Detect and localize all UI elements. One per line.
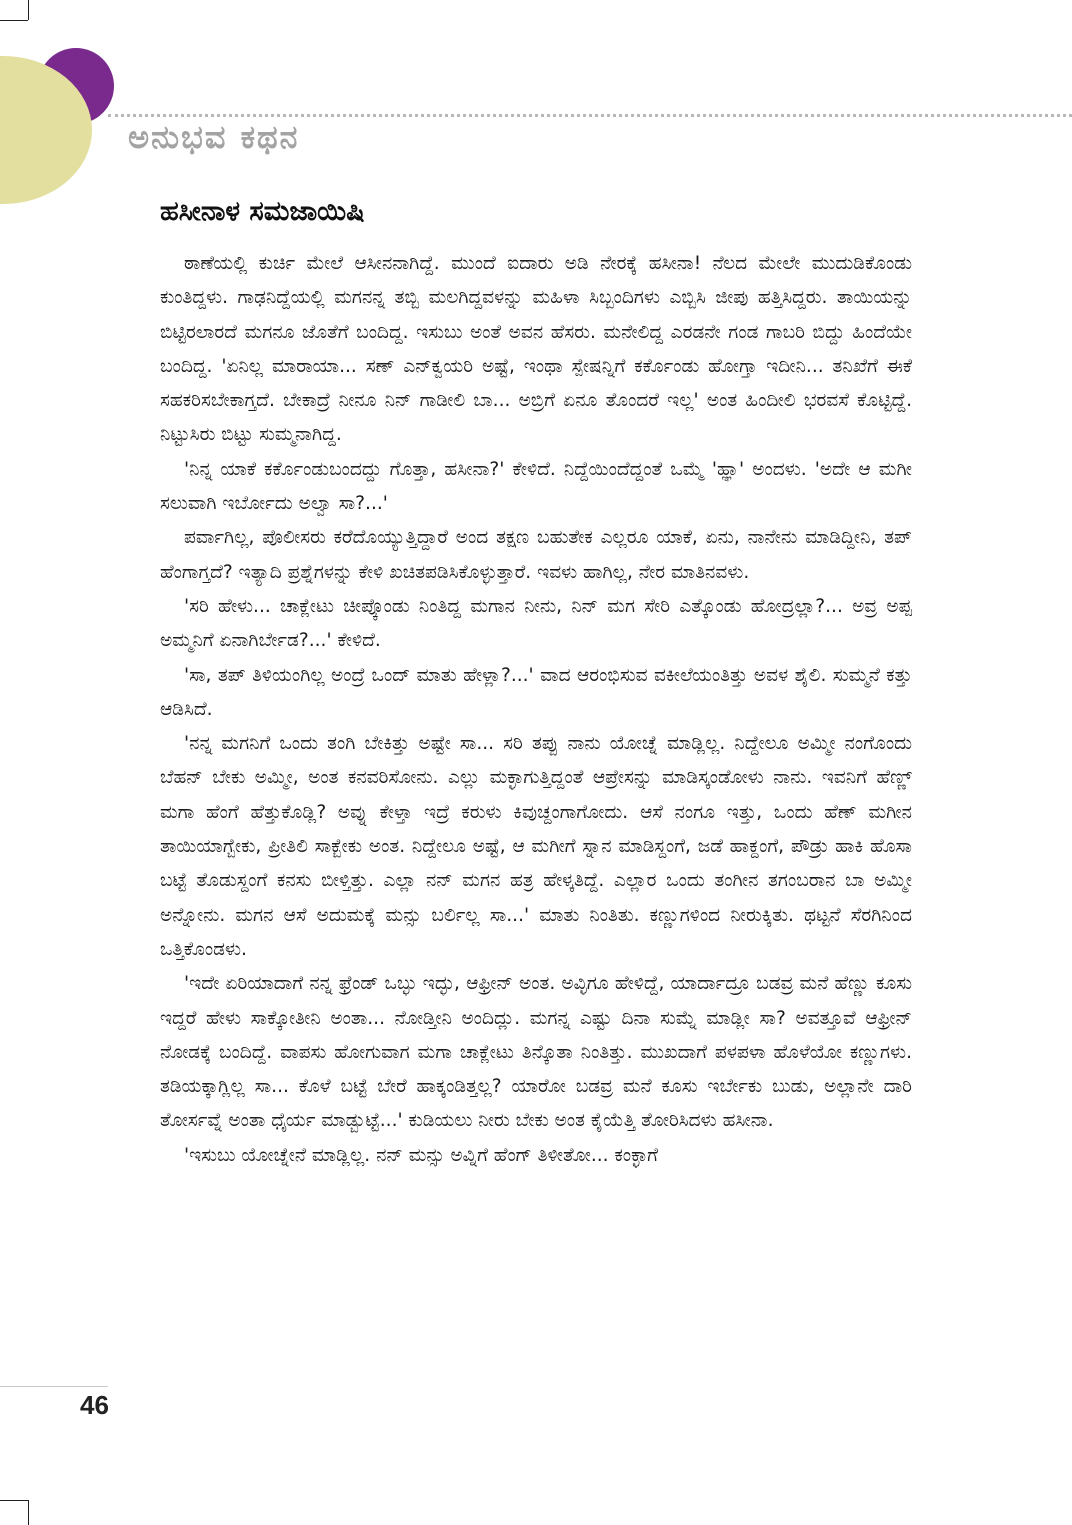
article-body	[160, 247, 912, 1173]
paragraph: 'ಇದೇ ಏರಿಯಾದಾಗೆ ನನ್ನ ಫ್ರೆಂಡ್ ಒಬ್ಳು ಇದ್ಳು, ಆಫ್ರೀನ್ ಅಂತ. ಅವ್ಳಿಗೂ ಹೇಳಿದ್ದೆ, ಯಾರ್ದಾದ್ರೂ ಬಡವ್ರ ಮನೆ ಹೆಣ್ಣು ಕೂಸು ಇದ್ದರೆ ಹೇಳು ಸಾಕ್ಕೋತೀನಿ ಅಂತಾ... ನೋಡ್ತೀನಿ ಅಂದಿದ್ಲು. ಮಗನ್ನ ಎಷ್ಟು ದಿನಾ ಸುಮ್ನೆ ಮಾಡ್ಲೀ ಸಾ? ಅವತ್ತೂವೆ ಆಫ್ರೀನ್ ನೋಡಕ್ಕೆ ಬಂದಿದ್ದೆ. ವಾಪಸು ಹೋಗುವಾಗ ಮಗಾ ಚಾಕ್ಲೇಟು ತಿನ್ಕೊತಾ ನಿಂತಿತ್ತು. ಮುಖದಾಗೆ ಪಳಪಳಾ ಹೊಳೆಯೋ ಕಣ್ಣುಗಳು. ತಡಿಯಕ್ಕಾಗ್ಲಿಲ್ಲ ಸಾ... ಕೊಳೆ ಬಟ್ಟೆ ಬೇರೆ ಹಾಕ್ಕಂಡಿತ್ತಲ್ಲ? ಯಾರೋ ಬಡವ್ರ ಮನೆ ಕೂಸು ಇರ್ಬೇಕು ಬುಡು, ಅಲ್ಲಾನೇ ದಾರಿ ತೋರ್ಸವ್ನೆ ಅಂತಾ ಧೈರ್ಯ ಮಾಡ್ಬುಟ್ಟೆ...' ಕುಡಿಯಲು ನೀರು ಬೇಕು ಅಂತ ಕೈಯೆತ್ತಿ ತೋರಿಸಿದಳು ಹಸೀನಾ.	[160, 973, 912, 1132]
paragraph: ಠಾಣೆಯಲ್ಲಿ ಕುರ್ಚಿ ಮೇಲೆ ಆಸೀನನಾಗಿದ್ದೆ. ಮುಂದೆ ಐದಾರು ಅಡಿ ನೇರಕ್ಕೆ ಹಸೀನಾ! ನೆಲದ ಮೇಲೇ ಮುದುಡಿಕೊಂಡು ಕುಂತಿದ್ದಳು. ಗಾಢನಿದ್ದೆಯಲ್ಲಿ ಮಗನನ್ನ ತಬ್ಬಿ ಮಲಗಿದ್ದವಳನ್ನು ಮಹಿಳಾ ಸಿಬ್ಬಂದಿಗಳು ಎಬ್ಬಿಸಿ ಜೀಪು ಹತ್ತಿಸಿದ್ದರು. ತಾಯಿಯನ್ನು ಬಿಟ್ಟಿರಲಾರದೆ ಮಗನೂ ಜೊತೆಗೆ ಬಂದಿದ್ದ. ಇಸುಬು ಅಂತೆ ಅವನ ಹೆಸರು. ಮನೇಲಿದ್ದ ಎರಡನೇ ಗಂಡ ಗಾಬರಿ ಬಿದ್ದು ಹಿಂದೆಯೇ ಬಂದಿದ್ದ. 'ಏನಿಲ್ಲ ಮಾರಾಯಾ... ಸಣ್ ಎನ್‌ಕ್ವಯರಿ ಅಷ್ಟೆ, ಇಂಥಾ ಸ್ಪೇಷನ್ನಿಗೆ ಕರ್ಕೊಂಡು ಹೋಗ್ತಾ ಇದೀನಿ... ತನಿಖೆಗೆ ಈಕೆ ಸಹಕರಿಸಬೇಕಾಗ್ತದೆ. ಬೇಕಾದ್ರೆ ನೀನೂ ನಿನ್ ಗಾಡೀಲಿ ಬಾ... ಅಬ್ರಿಗೆ ಏನೂ ತೊಂದರೆ ಇಲ್ಲ' ಅಂತ ಹಿಂದೀಲಿ ಭರವಸೆ ಕೊಟ್ಟಿದ್ದೆ. ನಿಟ್ಟುಸಿರು ಬಿಟ್ಟು ಸುಮ್ಮನಾಗಿದ್ದ.	[160, 253, 912, 446]
paragraph: 'ಇಸುಬು ಯೋಚ್ನೇನೆ ಮಾಡ್ಲಿಲ್ಲ. ನನ್ ಮನ್ಸು ಅವ್ನಿಗೆ ಹೆಂಗ್ ತಿಳೀತೋ... ಕಂಕ್ಳಾಗೆ	[184, 1144, 658, 1166]
paragraph: 'ಸಾ, ತಪ್ ತಿಳಿಯಂಗಿಲ್ಲ ಅಂದ್ರೆ ಒಂದ್ ಮಾತು ಹೇಳ್ಲಾ?...' ವಾದ ಆರಂಭಿಸುವ ವಕೀಲೆಯಂತಿತ್ತು ಅವಳ ಶೈಲಿ. ಸುಮ್ಮನೆ ಕತ್ತು ಆಡಿಸಿದೆ.	[160, 664, 912, 720]
article-title: ಹಸೀನಾಳ ಸಮಜಾಯಿಷಿ	[160, 196, 365, 227]
page-number: 46	[80, 1390, 109, 1420]
paragraph: 'ಸರಿ ಹೇಳು... ಚಾಕ್ಲೇಟು ಚೀಪ್ಕೊಂಡು ನಿಂತಿದ್ದ ಮಗಾನ ನೀನು, ನಿನ್ ಮಗ ಸೇರಿ ಎತ್ಕೊಂಡು ಹೋದ್ರಲ್ಲಾ?... ಅವ್ರ ಅಪ್ಪ ಅಮ್ಮನಿಗೆ ಏನಾಗಿರ್ಬೇಡ?...' ಕೇಳಿದೆ.	[160, 595, 912, 652]
crop-mark-bottom-left-horizontal	[0, 1500, 28, 1501]
header-dotted-rule	[108, 114, 1072, 117]
paragraph: 'ನನ್ನ ಮಗನಿಗೆ ಒಂದು ತಂಗಿ ಬೇಕಿತ್ತು ಅಷ್ಟೇ ಸಾ... ಸರಿ ತಪ್ಪು ನಾನು ಯೋಚ್ನೆ ಮಾಡ್ಲಿಲ್ಲ. ನಿದ್ದೇಲೂ ಅಮ್ಮೀ ನಂಗೊಂದು ಬೆಹನ್ ಬೇಕು ಅಮ್ಮೀ, ಅಂತ ಕನವರಿಸೋನು. ಎಲ್ಲು ಮಕ್ಳಾಗುತ್ತಿದ್ದಂತೆ ಆಪ್ರೇಸನ್ನು ಮಾಡಿಸ್ಕಂಡೋಳು ನಾನು. ಇವನಿಗೆ ಹೆಣ್ಣ್ ಮಗಾ ಹೆಂಗೆ ಹೆತ್ತುಕೊಡ್ಲಿ? ಅವ್ನು ಕೇಳ್ತಾ ಇದ್ರೆ ಕರುಳು ಕಿವುಚ್ದಂಗಾಗೋದು. ಆಸೆ ನಂಗೂ ಇತ್ತು, ಒಂದು ಹೆಣ್ ಮಗೀನ ತಾಯಿಯಾಗ್ಬೇಕು, ಪ್ರೀತಿಲಿ ಸಾಕ್ಬೇಕು ಅಂತ. ನಿದ್ದೇಲೂ ಅಷ್ಟೆ, ಆ ಮಗೀಗೆ ಸ್ನಾನ ಮಾಡಿಸ್ದಂಗೆ, ಜಡೆ ಹಾಕ್ದಂಗೆ, ಪೌಡ್ರು ಹಾಕಿ ಹೊಸಾ ಬಟ್ಟೆ ತೊಡುಸ್ದಂಗೆ ಕನಸು ಬೀಳ್ತಿತ್ತು. ಎಲ್ಲಾ ನನ್ ಮಗನ ಹತ್ರ ಹೇಳ್ಕತಿದ್ದೆ. ಎಲ್ಲಾರ ಒಂದು ತಂಗೀನ ತಗಂಬರಾನ ಬಾ ಅಮ್ಮೀ ಅನ್ನೋನು. ಮಗನ ಆಸೆ ಅದುಮಕ್ಕೆ ಮನ್ಸು ಬರ್ಲಿಲ್ಲ ಸಾ...' ಮಾತು ನಿಂತಿತು. ಕಣ್ಣುಗಳಿಂದ ನೀರುಕ್ಕಿತು. ಥಟ್ಟನೆ ಸೆರಗಿನಿಂದ ಒತ್ತಿಕೊಂಡಳು.	[160, 733, 912, 960]
crop-mark-bottom-left-vertical	[28, 1500, 29, 1525]
paragraph: ಪರ್ವಾಗಿಲ್ಲ, ಪೊಲೀಸರು ಕರೆದೊಯ್ಯುತ್ತಿದ್ದಾರೆ ಅಂದ ತಕ್ಷಣ ಬಹುತೇಕ ಎಲ್ಲರೂ ಯಾಕೆ, ಏನು, ನಾನೇನು ಮಾಡಿದ್ದೀನಿ, ತಪ್ ಹೆಂಗಾಗ್ತದೆ? ಇತ್ಯಾದಿ ಪ್ರಶ್ನೆಗಳನ್ನು ಕೇಳಿ ಖಚಿತಪಡಿಸಿಕೊಳ್ಳುತ್ತಾರೆ. ಇವಳು ಹಾಗಿಲ್ಲ, ನೇರ ಮಾತಿನವಳು.	[160, 527, 912, 583]
footer-rule	[0, 1386, 108, 1387]
crop-mark-top-left-horizontal	[0, 20, 28, 21]
section-title: ಅನುಭವ ಕಥನ	[128, 118, 300, 156]
crop-mark-top-left-vertical	[28, 0, 29, 20]
paragraph: 'ನಿನ್ನ ಯಾಕೆ ಕರ್ಕೊಂಡುಬಂದದ್ದು ಗೊತ್ತಾ, ಹಸೀನಾ?' ಕೇಳಿದೆ. ನಿದ್ದೆಯಿಂದೆದ್ದಂತೆ ಒಮ್ಮೆ 'ಹ್ಞಾ' ಅಂದಳು. 'ಅದೇ ಆ ಮಗೀ ಸಲುವಾಗಿ ಇರ್ಬೋದು ಅಲ್ವಾ ಸಾ?...'	[160, 458, 912, 515]
